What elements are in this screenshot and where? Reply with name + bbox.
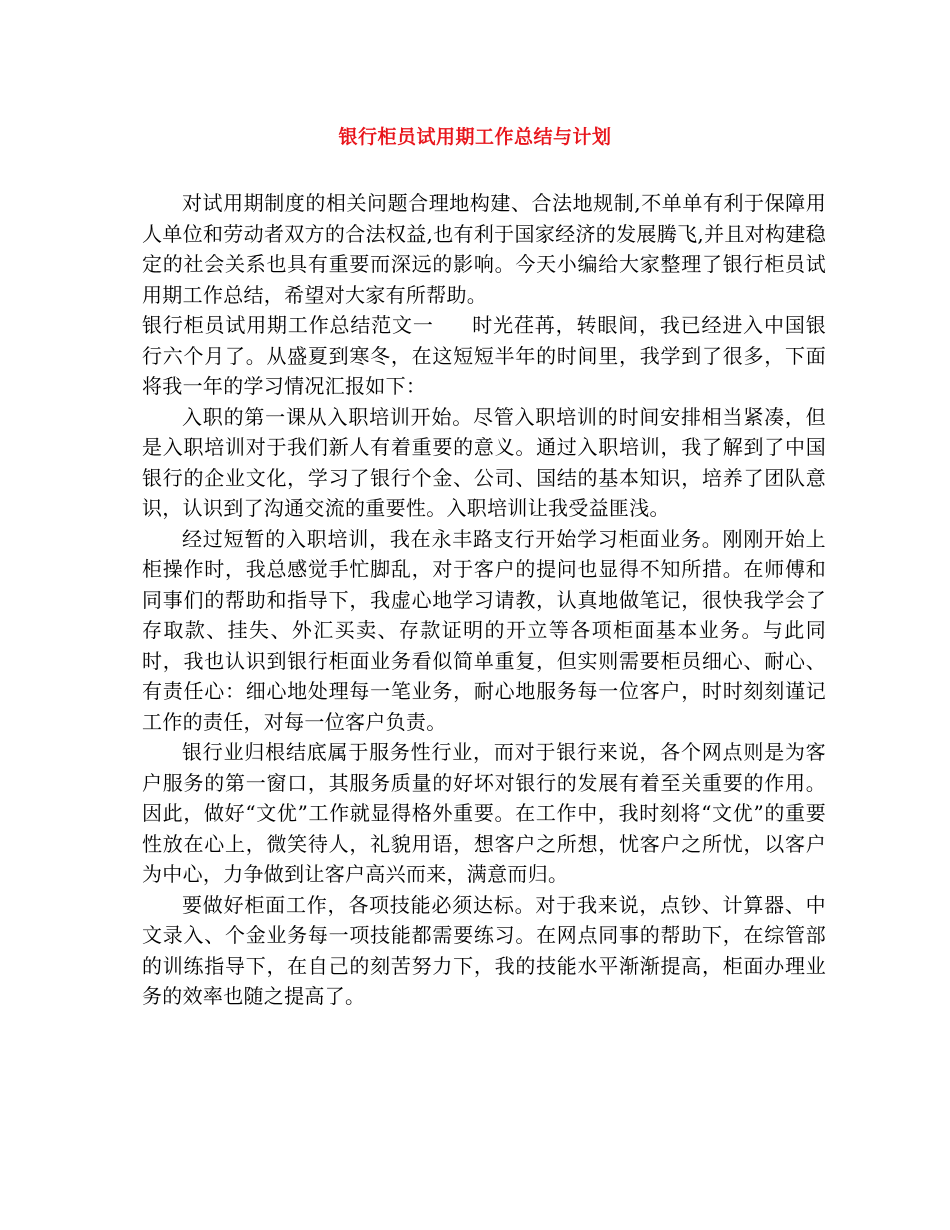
body-paragraph: 要做好柜面工作，各项技能必须达标。对于我来说，点钞、计算器、中文录入、个金业务每一项技能都需要练习。在网点同事的帮助下，在综管部的训练指导下，在自己的刻苦努力下，我的技能水平渐渐提高，柜面办理业务的效率也随之提高了。 xyxy=(142,892,826,1008)
document-body xyxy=(142,188,826,1012)
body-paragraph: 经过短暂的入职培训，我在永丰路支行开始学习柜面业务。刚刚开始上柜操作时，我总感觉手忙脚乱，对于客户的提问也显得不知所措。在师傅和同事们的帮助和指导下，我虚心地学习请教，认真地做笔记，很快我学会了存取款、挂失、外汇买卖、存款证明的开立等各项柜面基本业务。与此同时，我也认识到银行柜面业务看似简单重复，但实则需要柜员细心、耐心、有责任心：细心地处理每一笔业务，耐心地服务每一位客户，时时刻刻谨记工作的责任，对每一位客户负责。 xyxy=(142,526,826,734)
document-title: 银行柜员试用期工作总结与计划 xyxy=(338,126,612,148)
section-heading: 银行柜员试用期工作总结范文一 xyxy=(142,313,434,337)
intro-paragraph: 对试用期制度的相关问题合理地构建、合法地规制,不单单有利于保障用人单位和劳动者双方的合法权益,也有利于国家经济的发展腾飞,并且对构建稳定的社会关系也具有重要而深远的影响。今天小编给大家整理了银行柜员试用期工作总结，希望对大家有所帮助。 xyxy=(142,191,826,307)
section-first-paragraph xyxy=(142,310,826,402)
body-paragraph: 入职的第一课从入职培训开始。尽管入职培训的时间安排相当紧凑，但是入职培训对于我们新人有着重要的意义。通过入职培训，我了解到了中国银行的企业文化，学习了银行个金、公司、国结的基本知识，培养了团队意识，认识到了沟通交流的重要性。入职培训让我受益匪浅。 xyxy=(142,404,826,520)
section-lead-text: 时光荏苒，转眼间，我已经进入中国银行六个月了。从盛夏到寒冬，在这短短半年的时间里，我学到了很多，下面将我一年的学习情况汇报如下： xyxy=(142,313,827,398)
body-paragraph: 银行业归根结底属于服务性行业，而对于银行来说，各个网点则是为客户服务的第一窗口，其服务质量的好坏对银行的发展有着至关重要的作用。因此，做好“文优”工作就显得格外重要。在工作中，我时刻将“文优”的重要性放在心上，微笑待人，礼貌用语，想客户之所想，忧客户之所忧，以客户为中心，力争做到让客户高兴而来，满意而归。 xyxy=(142,740,826,886)
